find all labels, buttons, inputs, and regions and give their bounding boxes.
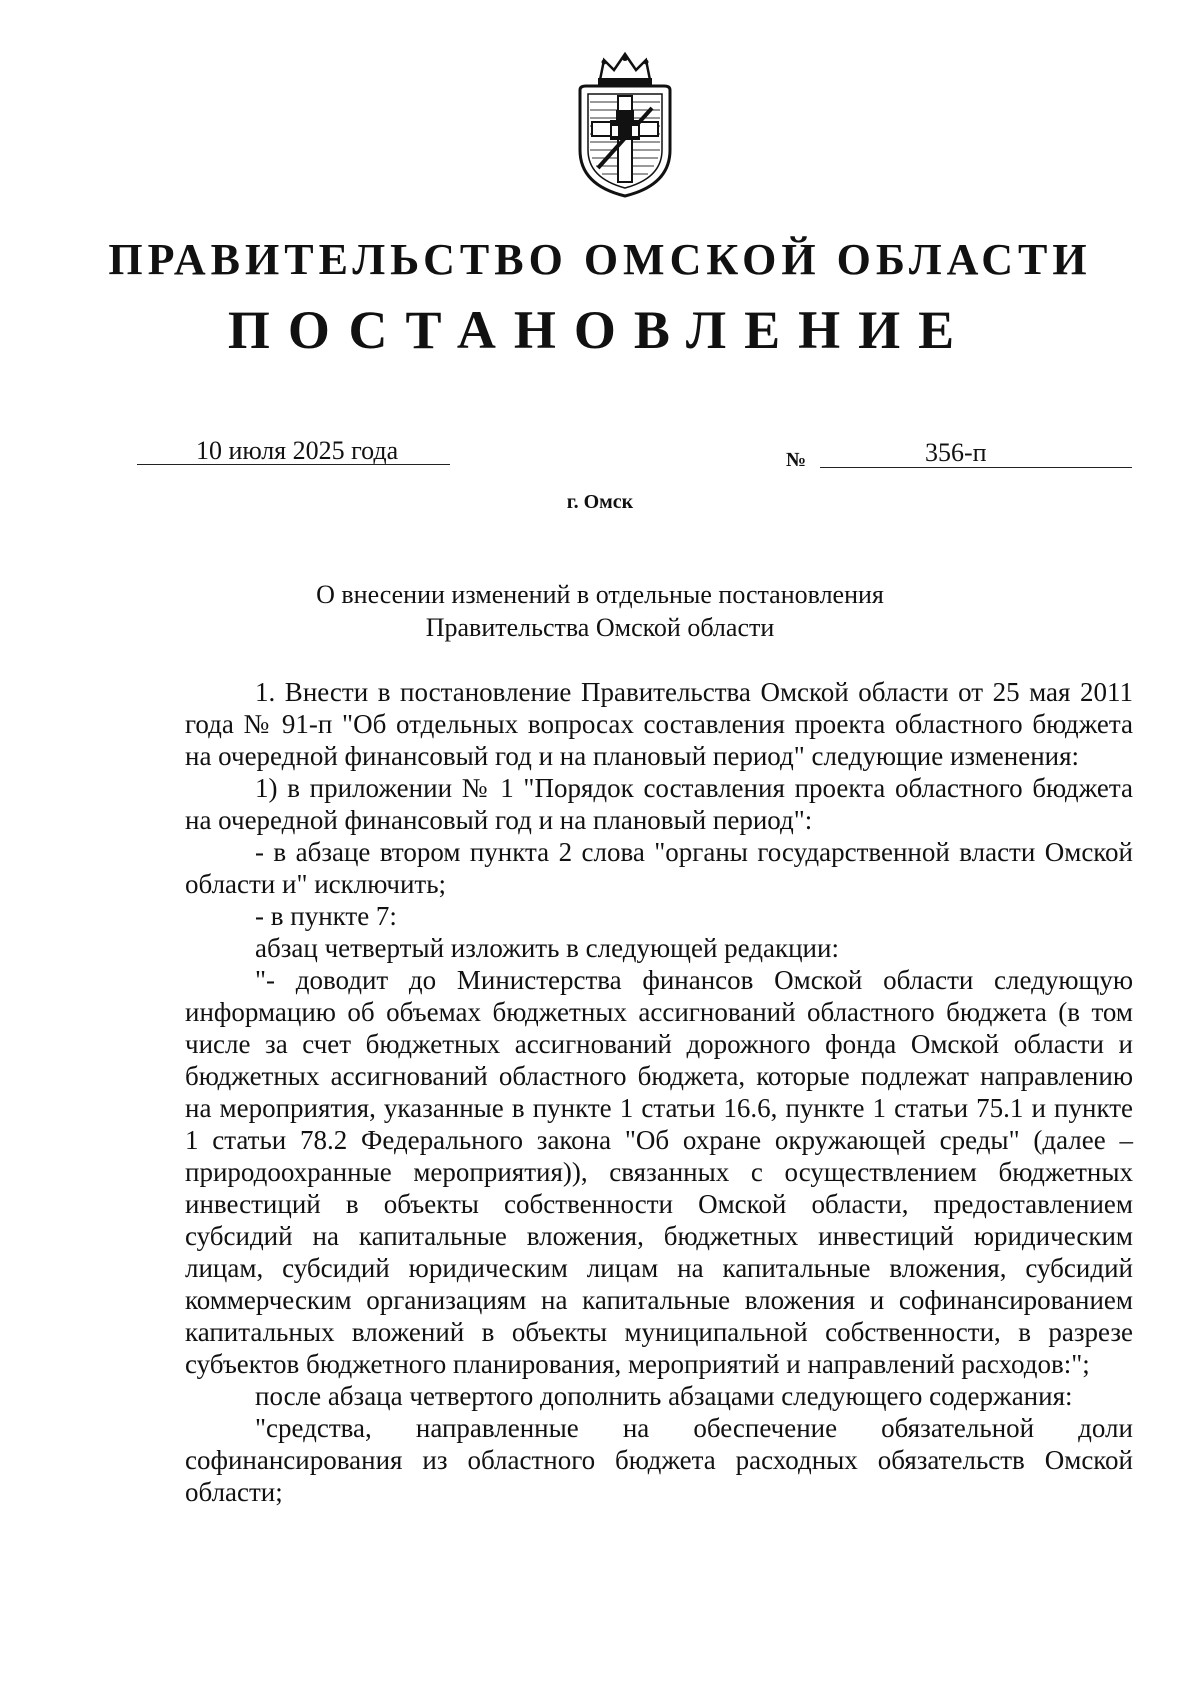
subject-line-1: О внесении изменений в отдельные постановления xyxy=(316,580,884,609)
paragraph-8: "средства, направленные на обеспечение обязательной доли софинансирования из областного бюджета расходных обязательств Омской области; xyxy=(185,1413,1133,1507)
subject-line-2: Правительства Омской области xyxy=(425,613,775,642)
paragraph-7: после абзаца четвертого дополнить абзацами следующего содержания: xyxy=(255,1381,1073,1411)
coat-of-arms-icon xyxy=(560,50,690,200)
document-number: 356-п xyxy=(925,438,987,467)
paragraph-4: - в пункте 7: xyxy=(255,901,397,931)
document-type-heading: ПОСТАНОВЛЕНИЕ xyxy=(227,300,973,360)
document-date: 10 июля 2025 года xyxy=(196,436,399,465)
document-subject xyxy=(200,578,1000,644)
document-body xyxy=(185,676,1133,1508)
number-sign: № xyxy=(786,449,807,471)
paragraph-2: 1) в приложении № 1 "Порядок составления проекта областного бюджета на очередной финансовый год и на плановый период": xyxy=(185,773,1133,835)
paragraph-6: "- доводит до Министерства финансов Омской области следующую информацию об объемах бюджетных ассигнований областного бюджета (в том числе за счет бюджетных ассигнований дорожного фонда Омской области и бюджетных ассигнований областного бюджета, которые подлежат направлению на мероприятия, указанные в пункте 1 статьи 16.6, пункте 1 статьи 75.1 и пункте 1 статьи 78.2 Федерального закона "Об охране окружающей среды" (далее – природоохранные мероприятия)), связанных с осуществлением бюджетных инвестиций в объекты собственности Омской области, предоставлением субсидий на капитальные вложения, бюджетных инвестиций юридическим лицам, субсидий юридическим лицам на капитальные вложения, субсидий коммерческим организациям на капитальные вложения и софинансированием капитальных вложений в объекты муниципальной собственности, в разрезе субъектов бюджетного планирования, мероприятий и направлений расходов:"; xyxy=(185,965,1133,1379)
government-title: ПРАВИТЕЛЬСТВО ОМСКОЙ ОБЛАСТИ xyxy=(108,235,1092,284)
document-city: г. Омск xyxy=(566,491,634,513)
paragraph-3: - в абзаце втором пункта 2 слова "органы государственной власти Омской области и" исключить; xyxy=(185,837,1133,899)
paragraph-5: абзац четвертый изложить в следующей редакции: xyxy=(255,933,839,963)
paragraph-1: 1. Внести в постановление Правительства Омской области от 25 мая 2011 года № 91-п "Об отдельных вопросах составления проекта областного бюджета на очередной финансовый год и на плановый период" следующие изменения: xyxy=(185,677,1133,771)
